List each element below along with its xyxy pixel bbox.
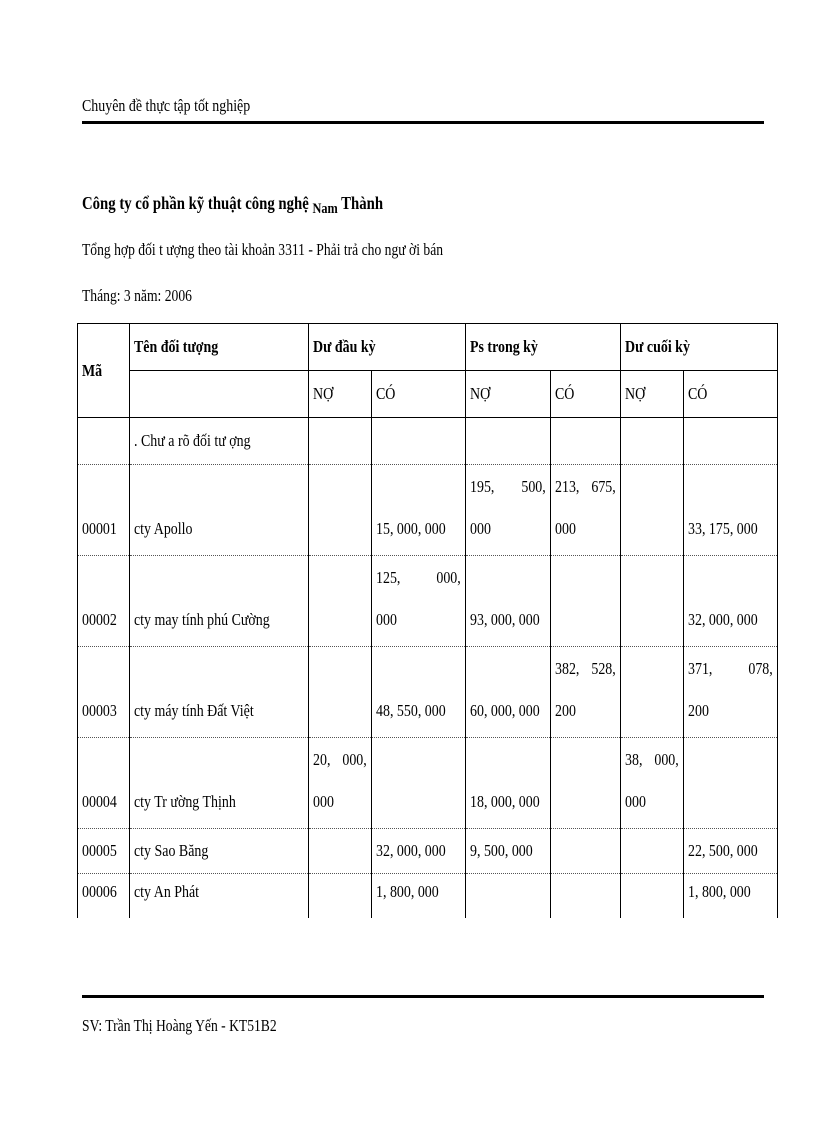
table-row	[78, 465, 778, 556]
subheader-row	[78, 371, 778, 418]
period-debit: 18, 000, 000	[469, 792, 540, 811]
table-row	[78, 418, 778, 465]
document-footer: SV: Trần Thị Hoàng Yến - KT51B2	[82, 1016, 277, 1035]
col-header-ps-no: NỢ	[465, 371, 551, 418]
row-name: cty An Phát	[133, 882, 199, 901]
closing-credit: 32, 000, 000	[688, 610, 758, 629]
closing-credit: 1, 800, 000	[688, 882, 751, 901]
row-name: cty máy tính Đất Việt	[133, 701, 254, 720]
footer-rule	[82, 995, 764, 998]
opening-debit: 20, 000, 000	[312, 750, 367, 811]
company-name	[82, 193, 384, 217]
row-code: 00005	[82, 841, 117, 860]
col-header-du-dau-ky: Dư đầu kỳ	[308, 324, 465, 371]
col-header-ps-co: CÓ	[551, 371, 621, 418]
company-name-end: Thành	[341, 193, 384, 213]
table-row	[78, 556, 778, 647]
period-debit: 93, 000, 000	[469, 610, 540, 629]
col-header-ma: Mã	[78, 324, 130, 418]
closing-debit: 38, 000, 000	[625, 750, 679, 811]
opening-credit: 1, 800, 000	[375, 882, 439, 901]
row-code: 00001	[82, 519, 117, 538]
company-name-sub: Nam	[312, 201, 338, 217]
col-header-du-dau-no: NỢ	[308, 371, 371, 418]
col-header-ten: Tên đối tượng	[129, 324, 308, 371]
col-header-cuoi-no: NỢ	[621, 371, 684, 418]
row-code: 00002	[82, 610, 117, 629]
unassigned-label: . Chư a rõ đối tư ợng	[129, 418, 308, 465]
table-row	[78, 874, 778, 919]
col-header-ps-trong-ky: Ps trong kỳ	[465, 324, 621, 371]
table-row	[78, 829, 778, 874]
closing-credit: 22, 500, 000	[688, 841, 758, 860]
header-row	[78, 324, 778, 371]
table-row	[78, 647, 778, 738]
header-rule	[82, 121, 764, 124]
col-header-du-cuoi-ky: Dư cuối kỳ	[621, 324, 778, 371]
closing-credit: 33, 175, 000	[688, 519, 758, 538]
opening-credit: 125, 000, 000	[375, 568, 461, 629]
report-title: Tổng hợp đối t ượng theo tài khoản 3311 - Phải trả cho ngư ời bán	[82, 240, 444, 259]
period-debit: 9, 500, 000	[469, 841, 533, 860]
company-name-main: Công ty cổ phần kỹ thuật công nghệ	[82, 193, 309, 213]
opening-credit: 15, 000, 000	[375, 519, 446, 538]
row-code: 00004	[82, 792, 117, 811]
row-name: cty may tính phú Cường	[133, 610, 270, 629]
row-code: 00006	[82, 882, 117, 901]
opening-credit: 32, 000, 000	[375, 841, 446, 860]
row-name: cty Sao Băng	[133, 841, 208, 860]
row-name: cty Apollo	[133, 519, 192, 538]
col-header-du-dau-co: CÓ	[371, 371, 465, 418]
ledger-table	[77, 323, 778, 918]
report-month: Tháng: 3 năm: 2006	[82, 286, 192, 305]
opening-credit: 48, 550, 000	[375, 701, 446, 720]
row-name: cty Tr ường Thịnh	[133, 792, 236, 811]
period-credit: 382, 528, 200	[555, 659, 616, 720]
period-debit: 195, 500, 000	[469, 477, 546, 538]
period-credit: 213, 675, 000	[555, 477, 616, 538]
col-header-empty	[129, 371, 308, 418]
closing-credit: 371, 078, 200	[688, 659, 773, 720]
document-header: Chuyên đề thực tập tốt nghiệp	[82, 96, 251, 115]
row-code: 00003	[82, 701, 117, 720]
period-debit: 60, 000, 000	[469, 701, 540, 720]
col-header-cuoi-co: CÓ	[684, 371, 778, 418]
table-row	[78, 738, 778, 829]
